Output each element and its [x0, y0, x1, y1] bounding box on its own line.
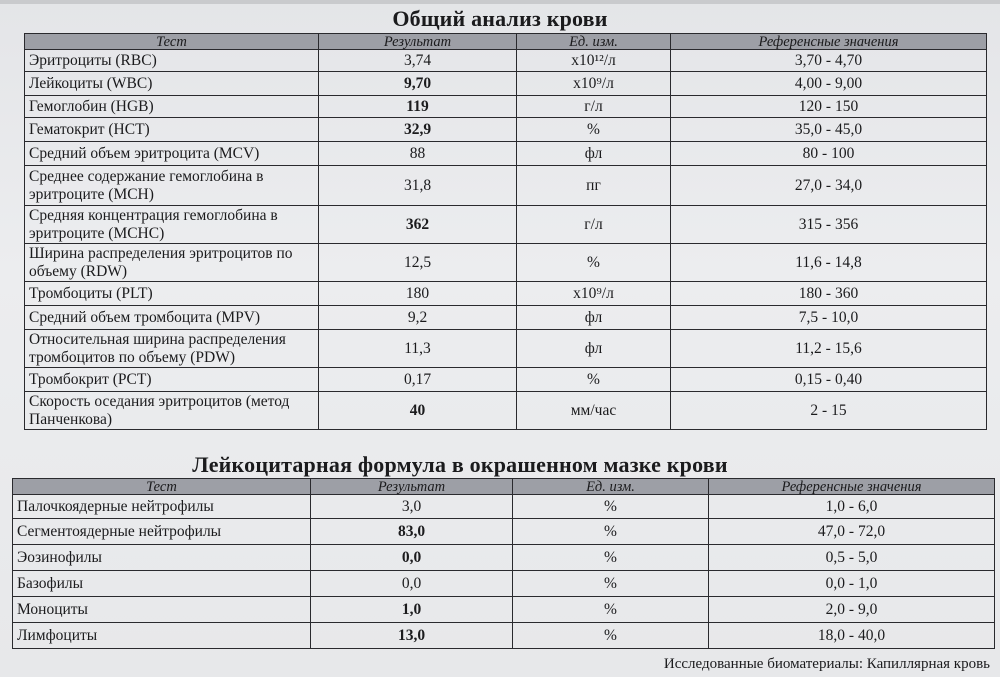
- table-row: [25, 142, 987, 166]
- reference-range-cell: 0,15 - 0,40: [671, 368, 987, 392]
- table-row: [13, 545, 995, 571]
- unit-cell: x10⁹/л: [517, 72, 671, 96]
- col-header-test: Тест: [13, 479, 311, 495]
- table-row: [13, 623, 995, 649]
- result-cell: 3,74: [319, 50, 517, 72]
- reference-range-cell: 2 - 15: [671, 392, 987, 430]
- test-name-cell: Тромбокрит (PCT): [25, 368, 319, 392]
- table-row: [25, 306, 987, 330]
- table-row: [25, 118, 987, 142]
- col-header-test: Тест: [25, 34, 319, 50]
- result-cell: 40: [319, 392, 517, 430]
- unit-cell: %: [517, 118, 671, 142]
- col-header-result: Результат: [311, 479, 513, 495]
- result-cell: 0,0: [311, 545, 513, 571]
- col-header-reference: Референсные значения: [709, 479, 995, 495]
- unit-cell: г/л: [517, 96, 671, 118]
- test-name-cell: Базофилы: [13, 571, 311, 597]
- table-row: [25, 72, 987, 96]
- unit-cell: %: [513, 597, 709, 623]
- test-name-cell: Ширина распределения эритроцитов по объему (RDW): [25, 244, 319, 282]
- table-row: [25, 244, 987, 282]
- test-name-cell: Средний объем эритроцита (MCV): [25, 142, 319, 166]
- test-name-cell: Гематокрит (HCT): [25, 118, 319, 142]
- result-cell: 0,17: [319, 368, 517, 392]
- test-name-cell: Средний объем тромбоцита (MPV): [25, 306, 319, 330]
- diff-header-row: [13, 479, 995, 495]
- test-name-cell: Среднее содержание гемоглобина в эритроците (MCH): [25, 166, 319, 206]
- result-cell: 3,0: [311, 495, 513, 519]
- diff-body: [13, 495, 995, 649]
- col-header-unit: Ед. изм.: [513, 479, 709, 495]
- result-cell: 88: [319, 142, 517, 166]
- reference-range-cell: 47,0 - 72,0: [709, 519, 995, 545]
- table-row: [13, 519, 995, 545]
- result-cell: 0,0: [311, 571, 513, 597]
- result-cell: 9,2: [319, 306, 517, 330]
- test-name-cell: Средняя концентрация гемоглобина в эритроците (MCHC): [25, 206, 319, 244]
- result-cell: 12,5: [319, 244, 517, 282]
- cbc-header-row: [25, 34, 987, 50]
- result-cell: 9,70: [319, 72, 517, 96]
- unit-cell: %: [513, 519, 709, 545]
- test-name-cell: Скорость оседания эритроцитов (метод Панченкова): [25, 392, 319, 430]
- table-row: [25, 282, 987, 306]
- reference-range-cell: 11,6 - 14,8: [671, 244, 987, 282]
- result-cell: 31,8: [319, 166, 517, 206]
- test-name-cell: Моноциты: [13, 597, 311, 623]
- col-header-result: Результат: [319, 34, 517, 50]
- result-cell: 32,9: [319, 118, 517, 142]
- result-cell: 119: [319, 96, 517, 118]
- col-header-unit: Ед. изм.: [517, 34, 671, 50]
- reference-range-cell: 35,0 - 45,0: [671, 118, 987, 142]
- cbc-body: [25, 50, 987, 430]
- unit-cell: мм/час: [517, 392, 671, 430]
- test-name-cell: Сегментоядерные нейтрофилы: [13, 519, 311, 545]
- test-name-cell: Гемоглобин (HGB): [25, 96, 319, 118]
- reference-range-cell: 2,0 - 9,0: [709, 597, 995, 623]
- unit-cell: %: [513, 571, 709, 597]
- unit-cell: %: [513, 623, 709, 649]
- reference-range-cell: 27,0 - 34,0: [671, 166, 987, 206]
- col-header-reference: Референсные значения: [671, 34, 987, 50]
- reference-range-cell: 4,00 - 9,00: [671, 72, 987, 96]
- reference-range-cell: 0,5 - 5,0: [709, 545, 995, 571]
- result-cell: 13,0: [311, 623, 513, 649]
- unit-cell: фл: [517, 306, 671, 330]
- table-row: [13, 571, 995, 597]
- reference-range-cell: 1,0 - 6,0: [709, 495, 995, 519]
- unit-cell: x10⁹/л: [517, 282, 671, 306]
- unit-cell: фл: [517, 330, 671, 368]
- test-name-cell: Лимфоциты: [13, 623, 311, 649]
- unit-cell: фл: [517, 142, 671, 166]
- unit-cell: x10¹²/л: [517, 50, 671, 72]
- reference-range-cell: 180 - 360: [671, 282, 987, 306]
- table-row: [13, 597, 995, 623]
- table-row: [13, 495, 995, 519]
- table-row: [25, 96, 987, 118]
- table-row: [25, 50, 987, 72]
- result-cell: 362: [319, 206, 517, 244]
- biomaterial-note: Исследованные биоматериалы: Капиллярная кровь: [663, 656, 990, 672]
- reference-range-cell: 0,0 - 1,0: [709, 571, 995, 597]
- result-cell: 180: [319, 282, 517, 306]
- diff-table: [12, 478, 995, 649]
- paper-edge: [0, 0, 1000, 4]
- cbc-title: Общий анализ крови: [392, 6, 608, 31]
- test-name-cell: Эритроциты (RBC): [25, 50, 319, 72]
- diff-title: Лейкоцитарная формула в окрашенном мазке крови: [192, 452, 728, 477]
- table-row: [25, 392, 987, 430]
- test-name-cell: Эозинофилы: [13, 545, 311, 571]
- unit-cell: %: [517, 244, 671, 282]
- reference-range-cell: 11,2 - 15,6: [671, 330, 987, 368]
- reference-range-cell: 18,0 - 40,0: [709, 623, 995, 649]
- table-row: [25, 368, 987, 392]
- test-name-cell: Палочкоядерные нейтрофилы: [13, 495, 311, 519]
- result-cell: 1,0: [311, 597, 513, 623]
- test-name-cell: Лейкоциты (WBC): [25, 72, 319, 96]
- result-cell: 11,3: [319, 330, 517, 368]
- test-name-cell: Относительная ширина распределения тромбоцитов по объему (PDW): [25, 330, 319, 368]
- unit-cell: пг: [517, 166, 671, 206]
- reference-range-cell: 80 - 100: [671, 142, 987, 166]
- unit-cell: %: [513, 495, 709, 519]
- test-name-cell: Тромбоциты (PLT): [25, 282, 319, 306]
- reference-range-cell: 315 - 356: [671, 206, 987, 244]
- result-cell: 83,0: [311, 519, 513, 545]
- unit-cell: г/л: [517, 206, 671, 244]
- table-row: [25, 206, 987, 244]
- reference-range-cell: 3,70 - 4,70: [671, 50, 987, 72]
- unit-cell: %: [517, 368, 671, 392]
- table-row: [25, 330, 987, 368]
- cbc-table: [24, 33, 987, 430]
- table-row: [25, 166, 987, 206]
- reference-range-cell: 7,5 - 10,0: [671, 306, 987, 330]
- reference-range-cell: 120 - 150: [671, 96, 987, 118]
- unit-cell: %: [513, 545, 709, 571]
